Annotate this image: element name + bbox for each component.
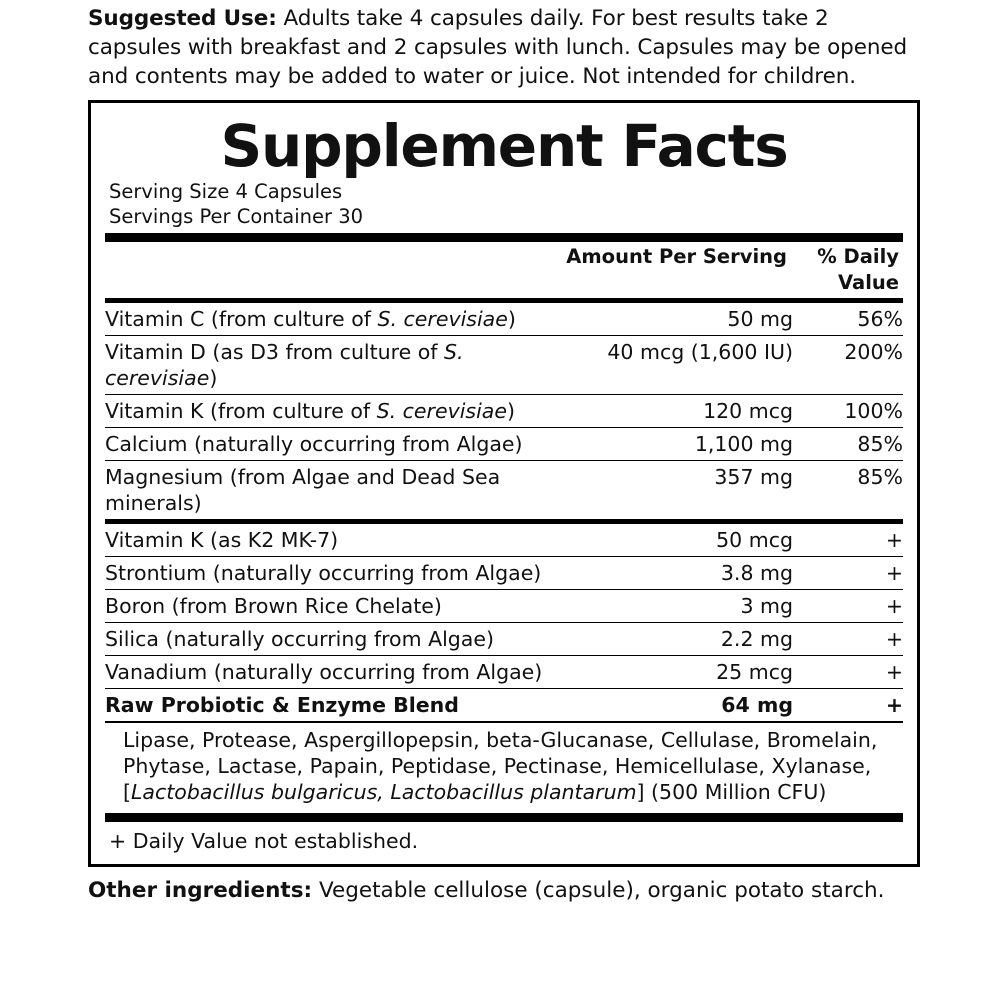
table-row: [105, 303, 903, 336]
nutrient-daily-value: 85%: [793, 461, 903, 520]
nutrient-name-post: ): [507, 307, 516, 331]
nutrient-name: Strontium (naturally occurring from Algae): [105, 557, 555, 590]
nutrient-name-post: ): [506, 399, 515, 423]
facts-table-group-1: [105, 303, 903, 519]
serving-info: [105, 179, 903, 229]
nutrient-amount: 50 mcg: [716, 528, 793, 552]
table-row: [105, 590, 903, 623]
other-ingredients-block: [22, 867, 978, 905]
daily-value-footnote: + Daily Value not established.: [109, 828, 419, 853]
nutrient-name-pre: Vitamin D (as D3 from culture of: [105, 340, 445, 364]
nutrient-name-pre: Vitamin K (from culture of: [105, 399, 377, 423]
nutrient-amount: 357 mg: [555, 461, 793, 520]
suggested-use-block: [22, 0, 978, 97]
other-ingredients-text: Vegetable cellulose (capsule), organic potato starch.: [312, 877, 885, 903]
suggested-use-heading: Suggested Use:: [88, 6, 277, 31]
other-ingredients-heading: Other ingredients:: [88, 877, 313, 903]
nutrient-name-italic: S. cerevisiae: [376, 399, 507, 423]
nutrient-amount: 25 mcg: [555, 656, 793, 689]
nutrient-name: [105, 336, 555, 395]
blend-pre: Lipase, Protease, Aspergillopepsin, beta-Glucanase, Cellulase, Bromelain, Phytase, Lactase, Papain, Peptidase, Pectinase, Hemicellulase, Xylanase, [: [123, 727, 878, 804]
facts-table-header: [105, 242, 903, 298]
blend-ingredient-list: [105, 723, 903, 809]
nutrient-daily-value: +: [793, 557, 903, 590]
nutrient-daily-value: +: [793, 689, 903, 722]
nutrient-name: Vanadium (naturally occurring from Algae): [105, 656, 555, 689]
divider-thick-top: [105, 233, 903, 242]
divider-thick-bottom: [105, 813, 903, 822]
facts-table-group-2: [105, 524, 903, 721]
suggested-use-text: Adults take 4 capsules daily. For best results take 2 capsules with breakfast and 2 capsules with lunch. Capsules may be opened and contents may be added to water or juice. Not intended for children.: [88, 6, 908, 89]
nutrient-name: [105, 461, 555, 520]
nutrient-amount: 120 mcg: [555, 395, 793, 428]
nutrient-daily-value: 56%: [857, 307, 903, 331]
nutrient-amount: 50 mg: [727, 307, 793, 331]
table-row: [105, 623, 903, 656]
header-amount-per-serving: Amount Per Serving: [566, 245, 787, 268]
nutrient-daily-value: 200%: [793, 336, 903, 395]
nutrient-daily-value: 85%: [793, 428, 903, 461]
nutrient-daily-value: +: [793, 656, 903, 689]
nutrient-name: Vitamin K (as K2 MK-7): [105, 528, 339, 552]
nutrient-name-italic: S. cerevisiae: [105, 340, 464, 390]
panel-title: Supplement Facts: [220, 112, 788, 180]
header-spacer: [105, 242, 555, 298]
table-row: [105, 395, 903, 428]
nutrient-name: [105, 395, 555, 428]
nutrient-name: Boron (from Brown Rice Chelate): [105, 590, 555, 623]
table-row: [105, 336, 903, 395]
nutrient-daily-value: 100%: [793, 395, 903, 428]
nutrient-name-pre: Magnesium (from Algae and Dead Sea minerals): [105, 465, 501, 515]
nutrient-name: [105, 428, 555, 461]
table-row: [105, 557, 903, 590]
nutrient-name: [105, 303, 555, 336]
nutrient-name: Raw Probiotic & Enzyme Blend: [105, 689, 555, 722]
nutrient-amount: 3 mg: [555, 590, 793, 623]
blend-italic: Lactobacillus bulgaricus, Lactobacillus plantarum: [131, 779, 637, 804]
nutrient-amount: 3.8 mg: [555, 557, 793, 590]
supplement-facts-panel: [88, 100, 920, 867]
nutrient-amount: 40 mcg (1,600 IU): [555, 336, 793, 395]
nutrient-amount: 2.2 mg: [555, 623, 793, 656]
serving-size: Serving Size 4 Capsules: [109, 180, 343, 203]
blend-post: ] (500 Million CFU): [636, 779, 827, 804]
nutrient-name-pre: Vitamin C (from culture of: [105, 307, 378, 331]
header-daily-value: % Daily Value: [817, 245, 899, 294]
nutrient-daily-value: +: [793, 623, 903, 656]
nutrient-name-italic: S. cerevisiae: [377, 307, 508, 331]
nutrient-name-post: ): [209, 366, 218, 390]
nutrient-amount: 1,100 mg: [555, 428, 793, 461]
table-row: [105, 656, 903, 689]
table-row: [105, 461, 903, 520]
table-header-row: [105, 242, 903, 298]
table-row: [105, 524, 903, 557]
nutrient-name: Silica (naturally occurring from Algae): [105, 623, 555, 656]
servings-per-container: Servings Per Container 30: [109, 205, 364, 228]
table-row: [105, 428, 903, 461]
nutrient-daily-value: +: [885, 528, 903, 552]
table-row-blend: [105, 689, 903, 722]
nutrient-amount: 64 mg: [555, 689, 793, 722]
nutrient-daily-value: +: [793, 590, 903, 623]
nutrient-name-pre: Calcium (naturally occurring from Algae): [105, 432, 523, 456]
